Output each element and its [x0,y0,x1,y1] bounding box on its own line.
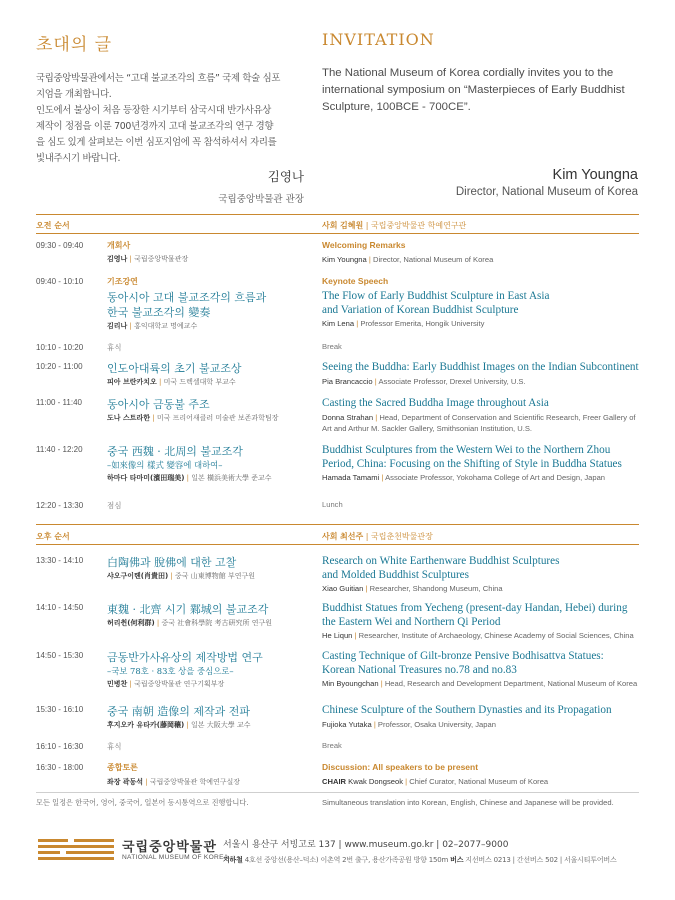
speaker-affiliation-ko: 일본 大阪大學 교수 [191,721,251,729]
speaker-affiliation-en: Chief Curator, National Museum of Korea [409,777,549,786]
session-en [322,500,642,509]
break-label-en: Break [322,342,342,351]
session-time: 11:00 - 11:40 [36,398,82,407]
speaker-name-en: Kim Youngna [322,255,367,264]
translation-note-ko: 모든 일정은 한국어, 영어, 중국어, 일본어 동시통역으로 진행합니다. [36,798,249,807]
session-en [322,555,642,594]
speaker-name-ko: 민병찬 [107,680,128,688]
session-label-ko: 종합토론 [107,763,138,772]
session-ko [107,276,322,331]
session-time: 12:20 - 13:30 [36,501,84,510]
speaker-name-ko: 도나 스트라한 [107,414,151,422]
session-en [322,240,642,265]
afternoon-bottom-rule [36,544,639,545]
signer-role-en: Director, National Museum of Korea [455,186,638,198]
session-time: 09:30 - 09:40 [36,241,84,250]
transit-info [223,855,617,865]
session-time: 16:10 - 16:30 [36,742,84,751]
speaker-name-ko: 김영나 [107,255,128,263]
session-time: 14:50 - 15:30 [36,651,84,660]
session-ko [107,762,322,787]
chair-prefix-en: CHAIR [322,777,347,786]
speaker-affiliation-en: Associate Professor, Drexel University, U.S. [378,376,526,386]
session-ko [107,650,322,689]
invitation-body-en: The National Museum of Korea cordially invites you to the international symposium on “Masterpieces of Early Buddhist Sculpture, 100BCE - 700CE”. [322,67,625,113]
session-ko [107,240,322,264]
signer-role-ko: 국립중앙박물관 관장 [218,194,304,205]
session-label-ko: 개회사 [107,241,131,250]
session-title-en: The Flow of Early Buddhist Sculpture in East Asia and Variation of Korean Buddhist Sculpture [322,290,550,316]
speaker-name-en: Min Byoungchan [322,679,379,688]
session-en [322,397,642,434]
speaker-en: CHAIR Kwak Dongseok | Chief Curator, National Museum of Korea [322,777,549,786]
session-en [322,361,642,387]
moderator-label: 사회 [322,532,338,541]
session-ko [107,704,322,730]
session-ko [107,741,322,752]
bus-info: 지선버스 0213 | 간선버스 502 | 서울시티투어버스 [465,856,617,864]
moderator-org: 국립춘천박물관장 [371,532,433,541]
session-ko [107,500,322,511]
speaker-affiliation-ko: 중국 社會科學院 考古硏究所 연구원 [161,619,273,627]
afternoon-header: 오후 순서 [36,532,70,541]
session-subtitle-ko: –국보 78호 · 83호 상을 중심으로– [107,666,234,676]
break-label-en: Break [322,741,342,750]
morning-header: 오전 순서 [36,221,70,230]
morning-bottom-rule [36,233,639,234]
session-label-en: Discussion: All speakers to be present [322,762,479,772]
speaker-name-en: Xiao Guitian [322,584,364,593]
morning-moderator: 사회 김혜원 | 국립중앙박물관 학예연구관 [322,221,467,230]
invitation-title-ko: 초대의 글 [36,35,113,55]
speaker-affiliation-en: Head, Department of Conservation and Scientific Research, Freer Gallery of Art and Arthur M. Sackler Gallery, Smithsonian Institution, U.S. [322,412,636,433]
session-label-en: Keynote Speech [322,276,389,286]
session-time: 10:20 - 11:00 [36,362,83,371]
speaker-name-ko: 하마다 타마미(濱田瑞美) [107,474,185,482]
notes-top-rule [36,792,639,793]
invitation-title-en: INVITATION [322,30,435,49]
speaker-name-en: Donna Strahan [322,412,374,422]
invitation-korean [36,30,304,167]
session-title-en: Research on White Earthenware Buddhist Sculptures and Molded Buddhist Sculptures [322,555,560,581]
invitation-english [322,30,640,116]
speaker-en: He Liqun | Researcher, Institute of Archaeology, Chinese Academy of Social Sciences, China [322,631,634,640]
speaker-ko: 김리나 | 홍익대학교 명예교수 [107,322,198,330]
speaker-en: Hamada Tamami | Associate Professor, Yokohama College of Art and Design, Japan [322,473,606,482]
break-label-ko: 휴식 [107,343,122,352]
session-time: 15:30 - 16:10 [36,705,84,714]
session-en [322,276,642,329]
speaker-affiliation-ko: 일본 橫浜美術大學 준교수 [191,474,272,482]
session-time: 14:10 - 14:50 [36,603,84,612]
translation-note-en: Simultaneous translation into Korean, English, Chinese and Japanese will be provided. [322,798,614,807]
speaker-affiliation-en: Associate Professor, Yokohama College of Art and Design, Japan [385,473,606,482]
session-ko [107,555,322,581]
session-time: 16:30 - 18:00 [36,763,84,772]
speaker-affiliation-en: Researcher, Shandong Museum, China [369,584,503,593]
bus-label: 버스 [450,856,464,864]
speaker-affiliation-en: Researcher, Institute of Archaeology, Chinese Academy of Social Sciences, China [358,631,634,640]
speaker-affiliation-ko: 국립중앙박물관장 [134,255,189,263]
break-label-en: Lunch [322,500,343,509]
moderator-name: 최선주 [340,532,364,541]
session-label-en: Welcoming Remarks [322,240,406,250]
speaker-en: Pia Brancaccio | Associate Professor, Drexel University, U.S. [322,376,526,386]
speaker-en: Kim Youngna | Director, National Museum of Korea [322,255,494,264]
speaker-name-en: Fujioka Yutaka [322,719,372,729]
speaker-en: Donna Strahan | Head, Department of Conservation and Scientific Research, Freer Gallery of Art and Arthur M. Sackler Gallery, Smithsonian Institution, U.S. [322,412,636,433]
speaker-affiliation-ko: 국립중앙박물관 연구기획부장 [134,680,225,688]
session-title-en: Casting the Sacred Buddha Image throughout Asia [322,397,549,409]
speaker-ko: 하마다 타마미(濱田瑞美) | 일본 橫浜美術大學 준교수 [107,474,272,482]
subway-label: 지하철 [223,856,243,864]
speaker-ko: 김영나 | 국립중앙박물관장 [107,255,189,263]
afternoon-top-rule [36,524,639,525]
session-time: 10:10 - 10:20 [36,343,84,352]
signer-name-en: Kim Youngna [552,167,638,183]
speaker-ko: 민병찬 | 국립중앙박물관 연구기획부장 [107,680,225,688]
session-time: 11:40 - 12:20 [36,445,83,454]
signature-ko [218,167,304,205]
session-title-ko: 중국 南朝 造像의 제작과 전파 [107,705,250,718]
invitation-body-ko: 국립중앙박물관에서는 “고대 불교조각의 흐름” 국제 학술 심포 지엄을 개최합니다. 인도에서 불상이 처음 등장한 시기부터 삼국시대 반가사유상 제작이 정점을 이룬 700년경까지 고대 불교조각의 연구 경향 을 심도 있게 살펴보는 이번 심포지엄에 꼭 참석하셔서 자리를 빛내주시기 바랍니다. [36,73,281,164]
session-title-en: Buddhist Sculptures from the Western Wei to the Northern Zhou Period, China: Focusing on the Shifting of Style in Buddha Statues [322,444,622,470]
museum-logo-icon [38,839,114,861]
moderator-name: 김혜원 [340,221,364,230]
speaker-name-en: He Liqun [322,631,353,640]
session-en [322,741,642,750]
speaker-ko: 좌장 곽동석 | 국립중앙박물관 학예연구실장 [107,778,241,786]
session-ko [107,342,322,353]
session-en [322,444,642,483]
speaker-name-en: Pia Brancaccio [322,376,373,386]
session-title-ko: 동아시아 금동불 주조 [107,398,210,411]
session-title-ko: 인도아대륙의 초기 불교조상 [107,362,242,375]
speaker-affiliation-ko: 국립중앙박물관 학예연구실장 [149,778,241,786]
session-title-en: Casting Technique of Gilt-bronze Pensive Bodhisattva Statues: Korean National Treasures no.78 and no.83 [322,650,604,676]
speaker-ko: 후지오카 유타카(藤岡穰) | 일본 大阪大學 교수 [107,721,251,729]
session-ko [107,397,322,423]
speaker-affiliation-ko: 홍익대학교 명예교수 [134,322,198,330]
session-title-ko: 동아시아 고대 불교조각의 흐름과 한국 불교조각의 變奏 [107,291,267,319]
moderator-org: 국립중앙박물관 학예연구관 [371,221,467,230]
speaker-en: Xiao Guitian | Researcher, Shandong Museum, China [322,584,503,593]
moderator-label: 사회 [322,221,338,230]
museum-logo-en: NATIONAL MUSEUM OF KOREA [122,854,229,861]
session-title-en: Seeing the Buddha: Early Buddhist Images on the Indian Subcontinent [322,361,639,373]
speaker-ko: 샤오구이톈(肖貴田) | 중국 山東博物館 부연구원 [107,572,256,580]
speaker-name-en: Kim Lena [322,319,355,328]
session-title-ko: 東魏 · 北齊 시기 鄴城의 불교조각 [107,603,269,616]
speaker-name-ko: 곽동석 [122,778,144,786]
session-time: 09:40 - 10:10 [36,277,84,286]
session-en [322,704,642,730]
session-en [322,342,642,351]
speaker-name-ko: 김리나 [107,322,128,330]
session-title-ko: 금동반가사유상의 제작방법 연구 [107,651,263,664]
speaker-name-en: Kwak Dongseok [348,777,404,786]
session-subtitle-ko: –如來像의 樣式 變容에 대하여– [107,460,223,470]
museum-logo-ko: 국립중앙박물관 [122,840,217,855]
session-time: 13:30 - 14:10 [36,556,84,565]
speaker-affiliation-en: Head, Research and Development Department, National Museum of Korea [384,679,638,688]
speaker-affiliation-ko: 중국 山東博物館 부연구원 [175,572,256,580]
museum-address: 서울시 용산구 서빙고로 137 | www.museum.go.kr | 02–2077–9000 [223,840,509,850]
signer-name-ko: 김영나 [267,169,304,184]
session-en [322,650,642,689]
subway-info: 4호선 중앙선(용산–덕소) 이촌역 2번 출구, 용산가족공원 방향 150m [244,856,449,864]
speaker-name-ko: 후지오카 유타카(藤岡穰) [107,721,185,729]
session-en [322,602,642,641]
speaker-name-en: Hamada Tamami [322,473,380,482]
morning-top-rule [36,214,639,215]
session-en [322,762,642,787]
speaker-name-ko: 피아 브란카치오 [107,378,157,386]
session-ko [107,444,322,483]
speaker-ko: 도나 스트라한 | 미국 프리어새클러 미술관 보존과학팀장 [107,414,279,422]
break-label-ko: 휴식 [107,742,122,751]
speaker-affiliation-en: Director, National Museum of Korea [373,255,494,264]
break-label-ko: 점심 [107,501,122,510]
speaker-en: Kim Lena | Professor Emerita, Hongik University [322,319,485,328]
speaker-affiliation-en: Professor Emerita, Hongik University [360,319,485,328]
speaker-affiliation-ko: 미국 드렉셀대학 부교수 [163,378,236,386]
speaker-ko: 허리췬(何利群) | 중국 社會科學院 考古硏究所 연구원 [107,619,273,627]
chair-prefix-ko: 좌장 [107,778,121,786]
speaker-en: Fujioka Yutaka | Professor, Osaka University, Japan [322,719,496,729]
session-title-ko: 白陶佛과 脫佛에 대한 고찰 [107,556,237,569]
session-title-en: Chinese Sculpture of the Southern Dynasties and its Propagation [322,704,612,716]
speaker-affiliation-ko: 미국 프리어새클러 미술관 보존과학팀장 [156,414,279,422]
session-label-ko: 기조강연 [107,277,138,286]
session-ko [107,602,322,628]
speaker-en: Min Byoungchan | Head, Research and Development Department, National Museum of Korea [322,679,638,688]
session-title-en: Buddhist Statues from Yecheng (present-day Handan, Hebei) during the Eastern Wei and Northern Qi Period [322,602,628,628]
signature-en [456,167,638,198]
speaker-ko: 피아 브란카치오 | 미국 드렉셀대학 부교수 [107,378,236,386]
speaker-affiliation-en: Professor, Osaka University, Japan [377,719,496,729]
session-ko [107,361,322,387]
speaker-name-ko: 샤오구이톈(肖貴田) [107,572,169,580]
afternoon-moderator: 사회 최선주 | 국립춘천박물관장 [322,532,433,541]
session-title-ko: 중국 西魏 · 北周의 불교조각 [107,445,243,458]
speaker-name-ko: 허리췬(何利群) [107,619,155,627]
